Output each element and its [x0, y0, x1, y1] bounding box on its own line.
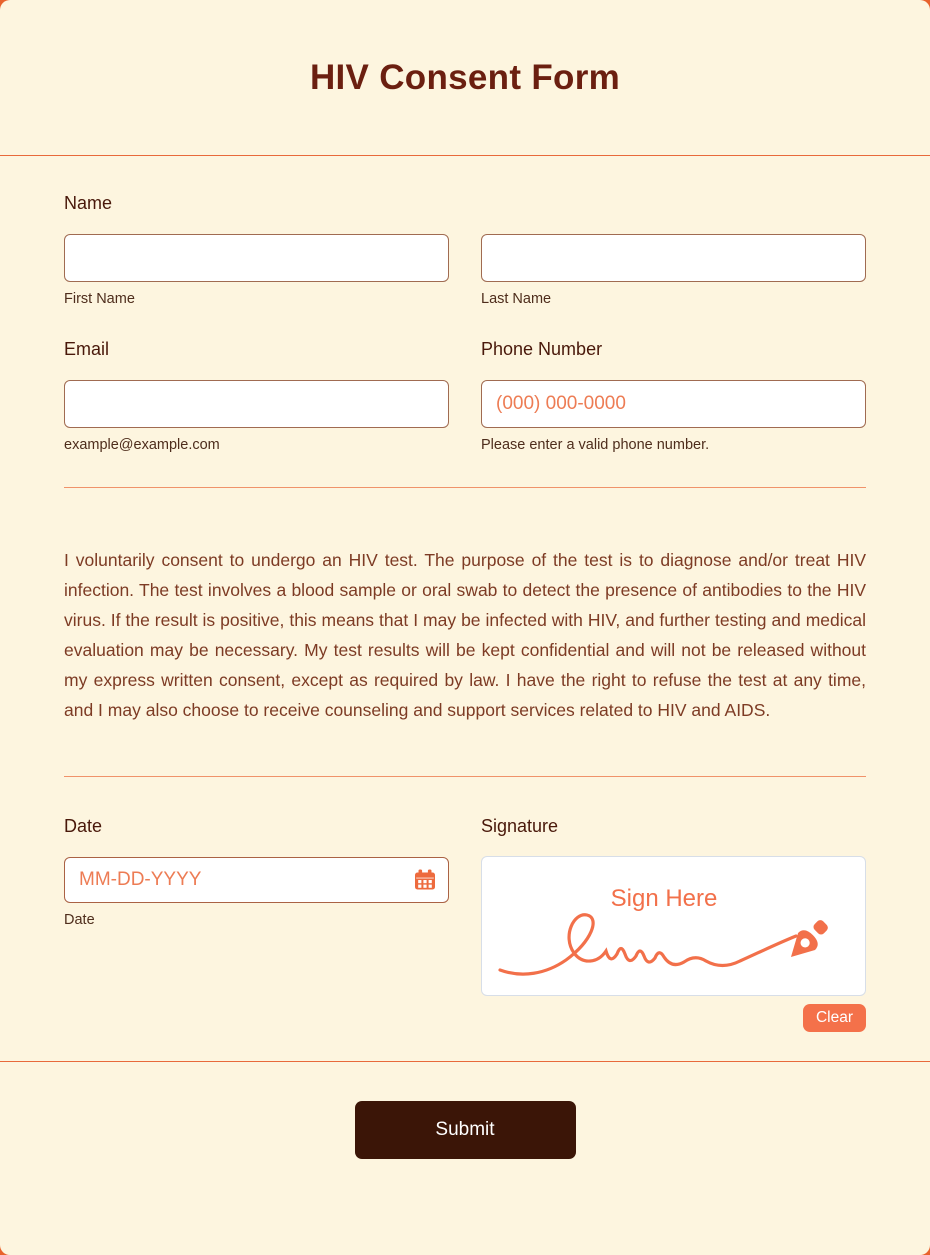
- clear-button[interactable]: Clear: [803, 1004, 866, 1032]
- consent-paragraph: I voluntarily consent to undergo an HIV test. The purpose of the test is to diagnose and/or treat HIV infection. The test involves a blood sample or oral swab to detect the presence of antibodies to the HIV virus. If the result is positive, this means that I may be infected with HIV, and further testing and medical evaluation may be necessary. My test results will be kept confidential and will not be released without my express written consent, except as required by law. I have the right to refuse the test at any time, and I may also choose to receive counseling and support services related to HIV and AIDS.: [64, 550, 866, 720]
- email-input[interactable]: [64, 380, 449, 428]
- last-name-column: [481, 214, 866, 308]
- date-input[interactable]: [64, 857, 449, 903]
- section-divider: [64, 776, 866, 777]
- date-sublabel: Date: [64, 912, 95, 928]
- sign-here-illustration: [494, 864, 854, 988]
- signature-squiggle: [500, 915, 796, 974]
- date-column: [64, 816, 449, 1032]
- name-label: Name: [64, 193, 113, 213]
- date-input-wrapper: [64, 837, 449, 903]
- date-label: Date: [64, 816, 103, 836]
- form-content: [0, 156, 930, 1032]
- email-phone-row: [64, 339, 866, 454]
- calendar-icon[interactable]: [414, 869, 436, 891]
- section-divider: [64, 487, 866, 488]
- first-name-input[interactable]: [64, 234, 449, 282]
- submit-button[interactable]: Submit: [355, 1101, 576, 1159]
- email-sublabel: example@example.com: [64, 437, 220, 453]
- signature-label: Signature: [481, 816, 559, 836]
- name-inputs-row: [64, 214, 866, 308]
- last-name-sublabel: Last Name: [481, 291, 552, 307]
- date-signature-row: [64, 816, 866, 1032]
- footer-divider: [0, 1061, 930, 1062]
- phone-column: [481, 339, 866, 454]
- clear-button-row: [481, 996, 866, 1032]
- sign-here-text: Sign Here: [610, 885, 717, 912]
- page-title: HIV Consent Form: [309, 57, 621, 97]
- signature-pad[interactable]: [481, 856, 866, 996]
- form-header: [0, 0, 930, 156]
- email-column: [64, 339, 449, 454]
- phone-sublabel: Please enter a valid phone number.: [481, 437, 710, 453]
- last-name-input[interactable]: [481, 234, 866, 282]
- signature-column: [481, 816, 866, 1032]
- first-name-sublabel: First Name: [64, 291, 135, 307]
- phone-label: Phone Number: [481, 339, 603, 359]
- submit-row: [0, 1101, 930, 1159]
- phone-input[interactable]: [481, 380, 866, 428]
- email-label: Email: [64, 339, 110, 359]
- first-name-column: [64, 214, 449, 308]
